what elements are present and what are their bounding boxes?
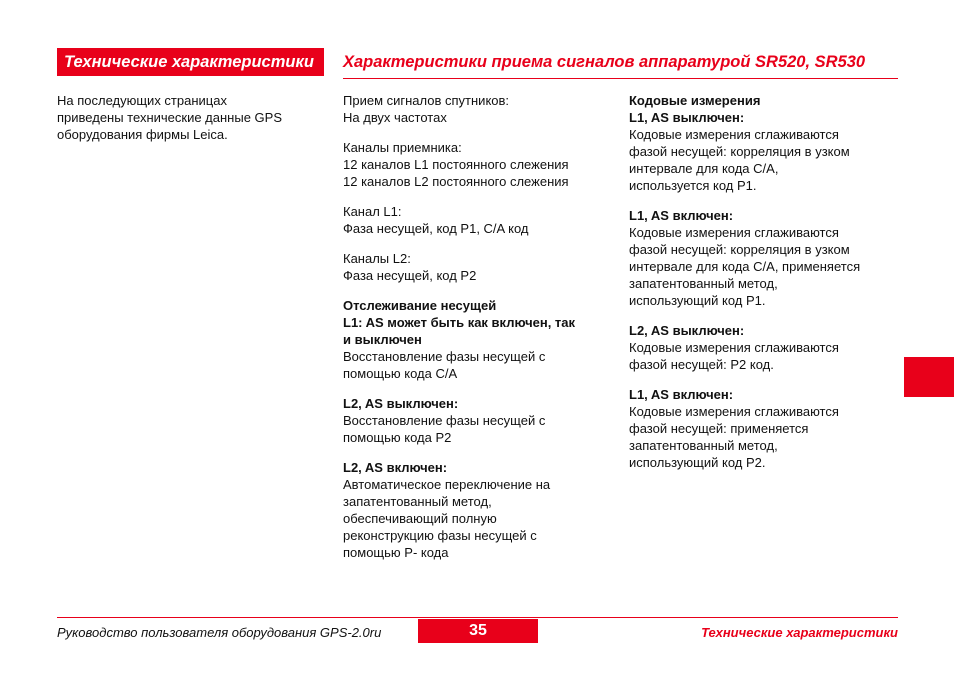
text-line: фазой несущей: применяется: [629, 421, 809, 436]
block-carrier-tracking: [343, 297, 618, 382]
bold-heading: Кодовые измерения: [629, 93, 761, 108]
text-line: Кодовые измерения сглаживаются: [629, 340, 839, 355]
bold-heading: L1: AS может быть как включен, так: [343, 315, 576, 330]
signal-reception-column: [343, 92, 618, 561]
intro-line: приведены технические данные GPS: [57, 110, 282, 125]
text-line: Фаза несущей, код P2: [343, 268, 477, 283]
bold-heading: L1, AS выключен:: [629, 110, 745, 125]
bold-heading: L1, AS включен:: [629, 387, 734, 402]
intro-line: оборудования фирмы Leica.: [57, 127, 228, 142]
text-line: используется код P1.: [629, 178, 757, 193]
text-line: помощью кода C/A: [343, 366, 458, 381]
block-code-l2-as-off: [629, 322, 904, 373]
text-line: Каналы приемника:: [343, 140, 462, 155]
text-line: запатентованный метод,: [343, 494, 492, 509]
section-tab: Технические характеристики: [57, 48, 324, 76]
text-line: Прием сигналов спутников:: [343, 93, 510, 108]
page-title: Характеристики приема сигналов аппаратурой SR520, SR530: [343, 53, 866, 71]
footer-divider: [57, 617, 898, 618]
bold-heading: L2, AS выключен:: [629, 323, 745, 338]
text-line: использующий код P1.: [629, 293, 766, 308]
text-line: фазой несущей: корреляция в узком: [629, 242, 850, 257]
footer-section: Технические характеристики: [701, 625, 898, 640]
block-code-l1-as-off: [629, 92, 904, 194]
block-l2-channels: [343, 250, 618, 284]
intro-column: [57, 92, 327, 143]
block-l2-as-on: [343, 459, 618, 561]
block-satellite-signals: [343, 92, 618, 126]
bold-heading: Отслеживание несущей: [343, 298, 497, 313]
bold-heading: L2, AS включен:: [343, 460, 448, 475]
text-line: реконструкцию фазы несущей с: [343, 528, 537, 543]
intro-line: На последующих страницах: [57, 93, 227, 108]
text-line: Канал L1:: [343, 204, 402, 219]
text-line: Восстановление фазы несущей с: [343, 349, 546, 364]
text-line: 12 каналов L1 постоянного слежения: [343, 157, 569, 172]
page-number: 35: [418, 619, 538, 643]
text-line: Кодовые измерения сглаживаются: [629, 127, 839, 142]
text-line: Восстановление фазы несущей с: [343, 413, 546, 428]
block-code-l1-as-on: [629, 207, 904, 309]
footer-manual-title: Руководство пользователя оборудования GPS-2.0ru: [57, 625, 382, 640]
text-line: Кодовые измерения сглаживаются: [629, 404, 839, 419]
block-l2-as-off: [343, 395, 618, 446]
block-l1-channel: [343, 203, 618, 237]
header-divider: [343, 78, 898, 79]
block-code-l1-as-on-p2: [629, 386, 904, 471]
text-line: интервале для кода C/A, применяется: [629, 259, 861, 274]
text-line: запатентованный метод,: [629, 276, 778, 291]
text-line: помощью P- кода: [343, 545, 449, 560]
bold-heading: и выключен: [343, 332, 422, 347]
text-line: Кодовые измерения сглаживаются: [629, 225, 839, 240]
text-line: интервале для кода C/A,: [629, 161, 779, 176]
text-line: обеспечивающий полную: [343, 511, 497, 526]
text-line: запатентованный метод,: [629, 438, 778, 453]
text-line: На двух частотах: [343, 110, 447, 125]
code-measurements-column: [629, 92, 904, 471]
text-line: фазой несущей: корреляция в узком: [629, 144, 850, 159]
bold-heading: L2, AS выключен:: [343, 396, 459, 411]
bold-heading: L1, AS включен:: [629, 208, 734, 223]
text-line: Автоматическое переключение на: [343, 477, 551, 492]
text-line: Каналы L2:: [343, 251, 411, 266]
chapter-side-marker: [904, 357, 954, 397]
text-line: использующий код P2.: [629, 455, 766, 470]
block-receiver-channels: [343, 139, 618, 190]
text-line: фазой несущей: P2 код.: [629, 357, 774, 372]
text-line: Фаза несущей, код P1, C/A код: [343, 221, 529, 236]
text-line: помощью кода P2: [343, 430, 452, 445]
text-line: 12 каналов L2 постоянного слежения: [343, 174, 569, 189]
